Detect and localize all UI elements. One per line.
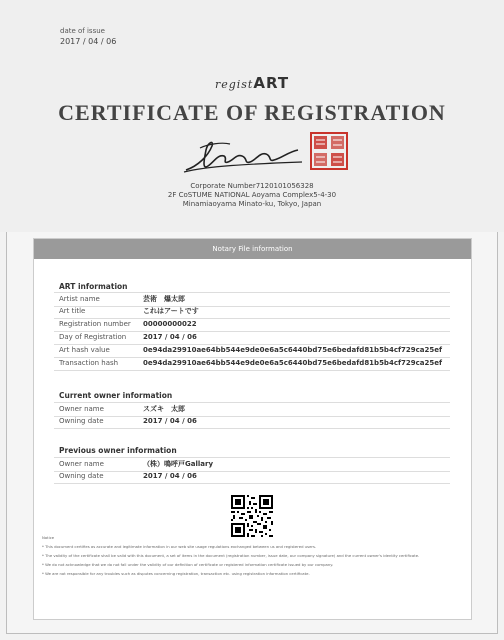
date-of-issue-label: date of issue	[60, 27, 105, 35]
brand-logo	[0, 74, 504, 92]
info-row	[54, 357, 450, 371]
field-label: Owning date	[59, 472, 104, 480]
field-value: 2017 / 04 / 06	[143, 472, 197, 480]
notice-item: * We do not acknowledge that we do not fall under the validity of our definition of certificate or registered information certificate issued by our company.	[42, 562, 334, 567]
notice-item: * The validity of the certificate shall be valid with this document, a set of items in the document (registration number, issue date, our company signature) and the current owner's identity certificate.	[42, 553, 420, 558]
field-value: （株）鳴呼戸Gallary	[143, 460, 214, 468]
corporate-info	[0, 182, 504, 209]
date-of-issue-value: 2017 / 04 / 06	[60, 37, 117, 46]
field-label: Owning date	[59, 417, 104, 425]
field-value: 0e94da29910ae64bb544e9de0e6a5c6440bd75e6bedafd81b5b4cf729ca25ef	[143, 346, 443, 354]
field-label: Art title	[59, 307, 86, 315]
info-row	[54, 470, 450, 484]
current-owner-heading: Current owner information	[59, 391, 173, 400]
info-row	[54, 331, 450, 345]
notice-heading: Notice	[42, 535, 55, 540]
info-row	[54, 305, 450, 319]
field-label: Registration number	[59, 320, 131, 328]
corporate-number: Corporate Number7120101056328	[190, 182, 314, 190]
field-value: 2017 / 04 / 06	[143, 333, 197, 341]
previous-owner-heading: Previous owner information	[59, 446, 177, 455]
field-value: 芸術 爆太郎	[143, 295, 185, 303]
notice-item: * This document certifies as accurate and legitimate information in our web site usage regulations exchanged between us and registered users.	[42, 544, 317, 549]
field-label: Owner name	[59, 405, 104, 413]
certificate-title: CERTIFICATE OF REGISTRATION	[58, 100, 446, 125]
red-seal-stamp	[310, 132, 348, 170]
panel-title: Notary File information	[34, 239, 471, 259]
info-row	[54, 415, 450, 429]
field-label: Artist name	[59, 295, 100, 303]
field-value: 0e94da29910ae64bb544e9de0e6a5c6440bd75e6bedafd81b5b4cf729ca25ef	[143, 359, 443, 367]
corporate-address-line2: Minamiaoyama Minato-ku, Tokyo, Japan	[182, 200, 322, 208]
info-row	[54, 318, 450, 332]
info-row	[54, 344, 450, 358]
certificate-header	[0, 0, 504, 232]
qr-code	[231, 495, 273, 537]
field-label: Art hash value	[59, 346, 110, 354]
corporate-address-line1: 2F CoSTUME NATIONAL Aoyama Complex5-4-30	[167, 191, 337, 199]
field-value: これはアートです	[143, 307, 199, 315]
signature-image	[178, 136, 308, 178]
notice-item: * We are not responsible for any troubles such as disputes concerning registration, transaction etc. using registration information certificate.	[42, 571, 310, 576]
notice-section	[42, 533, 462, 578]
field-label: Owner name	[59, 460, 104, 468]
art-info-heading: ART information	[59, 282, 128, 291]
field-value: スズキ 太郎	[143, 405, 185, 413]
field-label: Day of Registration	[59, 333, 127, 341]
brand-suffix: ART	[253, 74, 290, 92]
field-value: 2017 / 04 / 06	[143, 417, 197, 425]
brand-prefix: regist	[214, 78, 254, 91]
field-label: Transaction hash	[59, 359, 119, 367]
field-value: 00000000022	[143, 320, 197, 328]
notary-file-panel	[33, 238, 472, 620]
